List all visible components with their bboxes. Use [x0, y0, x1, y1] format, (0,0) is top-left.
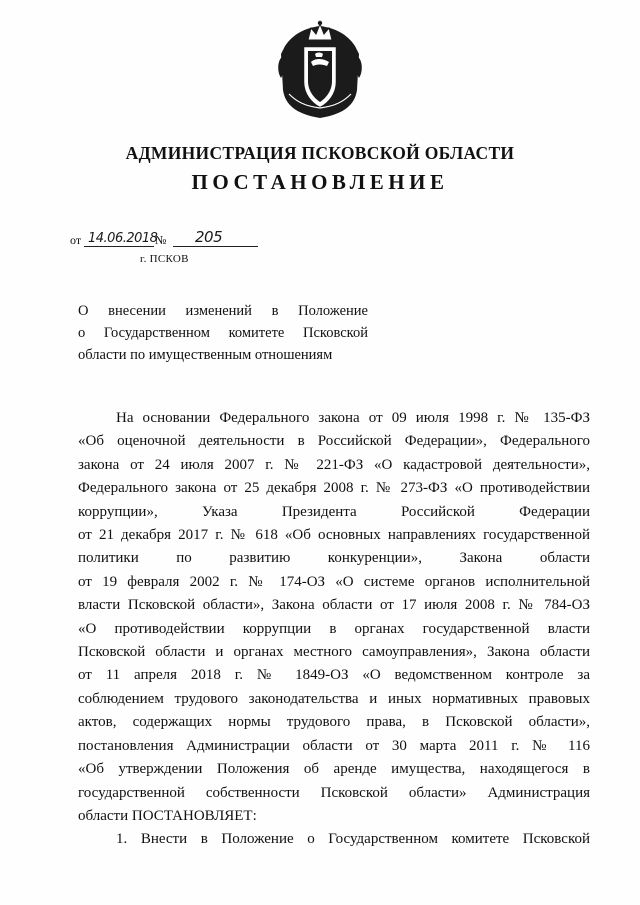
document-type-heading: ПОСТАНОВЛЕНИЕ	[191, 170, 449, 194]
from-label: от	[70, 233, 82, 247]
body-line: На основании Федерального закона от 09 июля 1998 г. № 135-ФЗ	[116, 410, 590, 426]
body-line: власти Псковской области», Закона области от 17 июля 2008 г. № 784-ОЗ	[78, 597, 590, 614]
body-line: Федерального закона от 25 декабря 2008 г. № 273-ФЗ «О противодействии	[78, 480, 590, 497]
city-label: г. ПСКОВ	[140, 253, 189, 265]
body-line: от 21 декабря 2017 г. № 618 «Об основных направлениях государственной	[78, 527, 590, 544]
body-line: от 19 февраля 2002 г. № 174-ОЗ «О системе органов исполнительной	[78, 573, 590, 590]
handwritten-number: 205	[195, 228, 223, 246]
handwritten-date: 14.06.2018	[88, 231, 158, 246]
document-subject	[78, 300, 368, 366]
date-number-line	[70, 228, 270, 250]
body-line: соблюдением трудового законодательства и иных нормативных правовых	[78, 690, 590, 707]
organization-title: АДМИНИСТРАЦИЯ ПСКОВСКОЙ ОБЛАСТИ	[125, 143, 515, 163]
body-line: закона от 24 июля 2007 г. № 221-ФЗ «О кадастровой деятельности»,	[78, 456, 590, 473]
body-line: области ПОСТАНОВЛЯЕТ:	[78, 807, 257, 824]
body-line: «Об утверждении Положения об аренде имущества, находящегося в	[78, 761, 590, 778]
body-line: коррупции», Указа Президента Российской Федерации	[78, 503, 590, 520]
number-underline	[173, 246, 258, 247]
subject-line: О внесении изменений в Положение	[78, 303, 368, 319]
body-line: государственной собственности Псковской области» Администрация	[78, 784, 590, 801]
body-line: «О противодействии коррупции в органах государственной власти	[78, 620, 590, 637]
document-body	[78, 407, 590, 852]
body-line: 1. Внести в Положение о Государственном комитете Псковской	[116, 831, 590, 848]
coat-of-arms-icon	[275, 20, 365, 120]
subject-line: о Государственном комитете Псковской	[78, 325, 368, 341]
body-line: «Об оценочной деятельности в Российской Федерации», Федерального	[78, 433, 590, 450]
body-line: политики по развитию конкуренции», Закона области	[78, 550, 590, 567]
body-line: от 11 апреля 2018 г. № 1849-ОЗ «О ведомственном контроле за	[78, 667, 590, 684]
body-line: актов, содержащих нормы трудового права, в Псковской области»,	[78, 714, 590, 731]
number-label: №	[155, 233, 167, 247]
body-line: постановления Администрации области от 30 марта 2011 г. № 116	[78, 737, 590, 754]
body-line: Псковской области и органах местного самоуправления», Закона области	[78, 644, 590, 661]
date-underline	[84, 246, 154, 247]
subject-line: области по имущественным отношениям	[78, 347, 333, 363]
